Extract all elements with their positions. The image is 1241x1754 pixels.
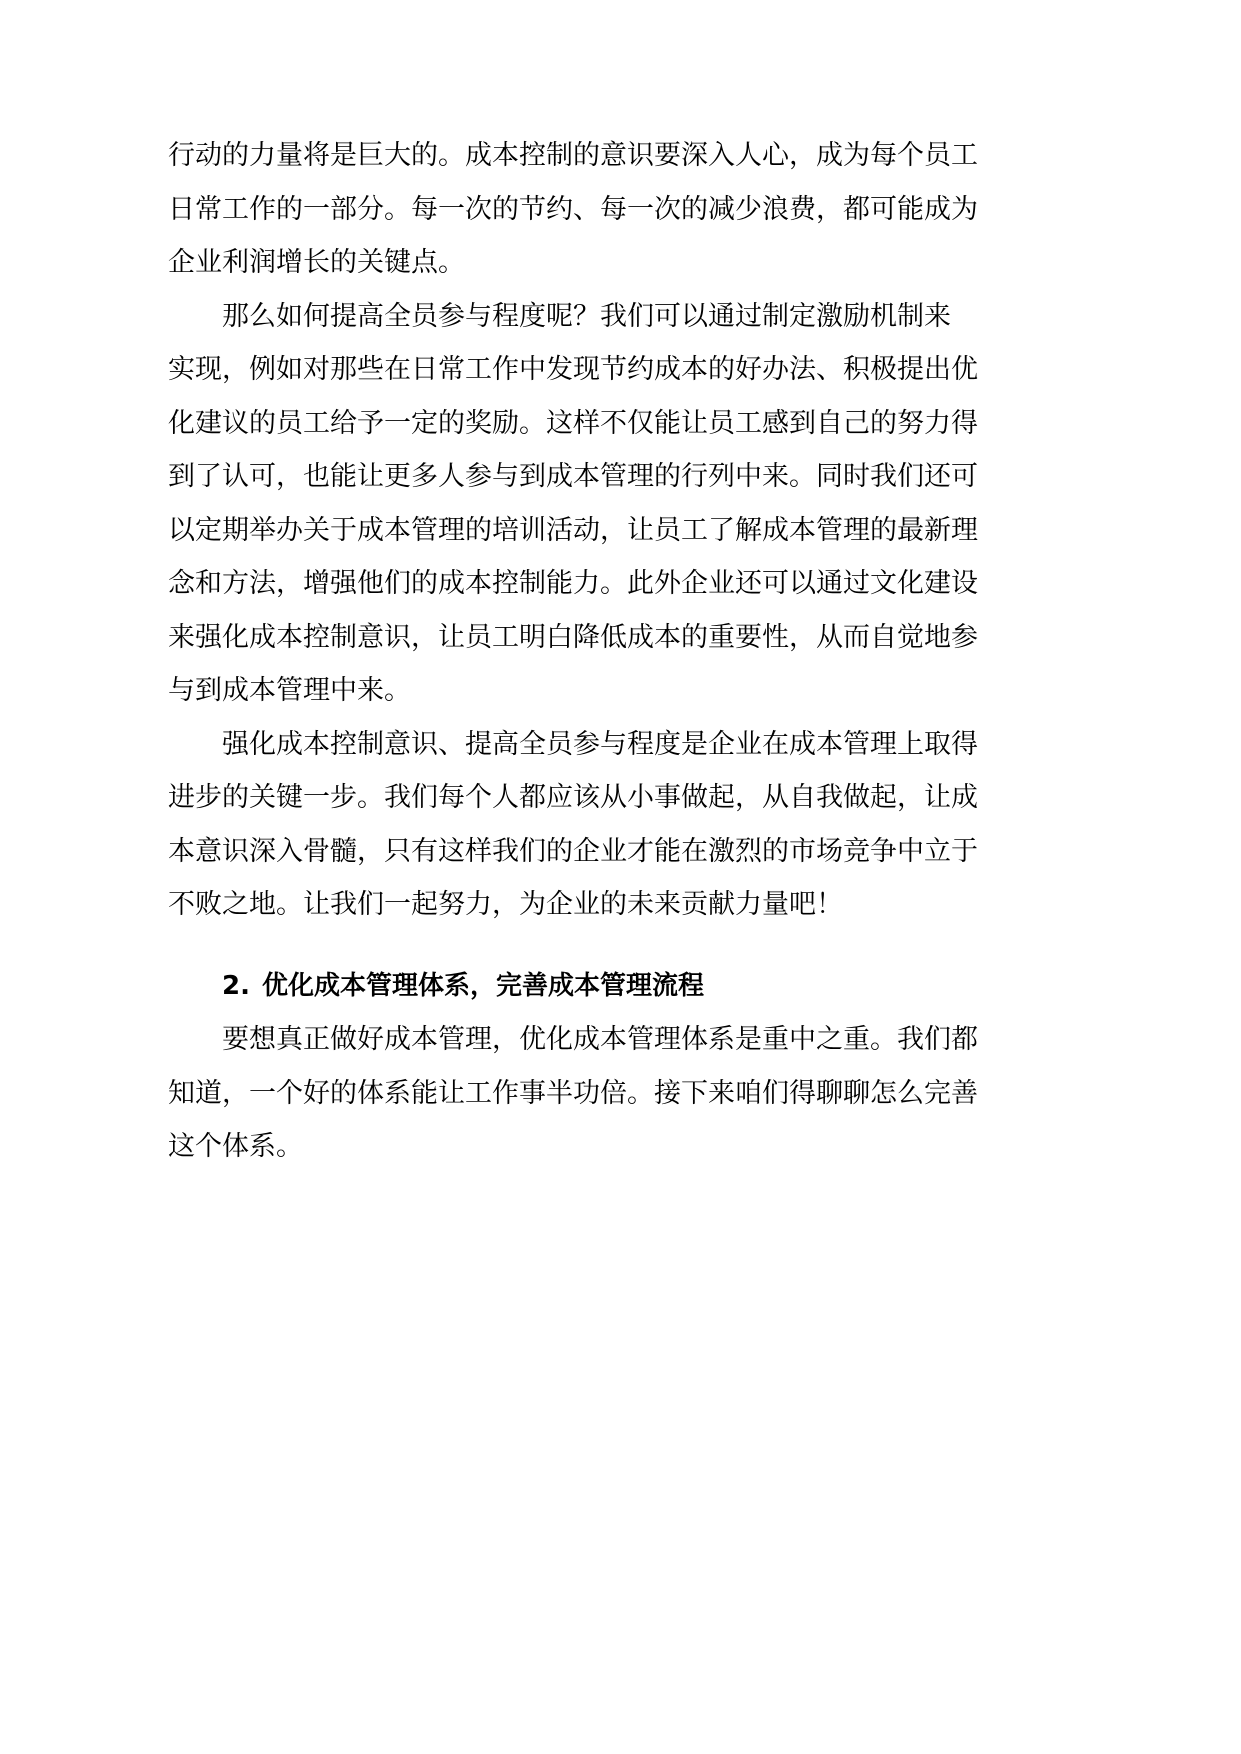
text-line: 日常工作的一部分。每一次的节约、每一次的减少浪费，都可能成为 (168, 193, 978, 225)
text-line: 念和方法，增强他们的成本控制能力。此外企业还可以通过文化建设 (168, 568, 978, 599)
section-heading (168, 960, 943, 1014)
text-line: 本意识深入骨髓，只有这样我们的企业才能在激烈的市场竞争中立于 (168, 835, 978, 867)
text-line: 行动的力量将是巨大的。成本控制的意识要深入人心，成为每个员工 (168, 140, 978, 171)
text-line: 知道，一个好的体系能让工作事半功倍。接下来咱们得聊聊怎么完善 (168, 1077, 978, 1109)
text-line: 要想真正做好成本管理，优化成本管理体系是重中之重。我们都 (222, 1024, 978, 1055)
text-line: 这个体系。 (168, 1131, 303, 1162)
text-line: 来强化成本控制意识，让员工明白降低成本的重要性，从而自觉地参 (168, 621, 978, 653)
section-number: 2. (222, 970, 250, 1001)
text-line: 以定期举办关于成本管理的培训活动，让员工了解成本管理的最新理 (168, 514, 978, 546)
text-line: 到了认可，也能让更多人参与到成本管理的行列中来。同时我们还可 (168, 461, 978, 492)
text-line: 进步的关键一步。我们每个人都应该从小事做起，从自我做起，让成 (168, 782, 978, 813)
text-line: 与到成本管理中来。 (168, 675, 411, 706)
document-body (168, 129, 978, 1174)
text-line: 企业利润增长的关键点。 (168, 247, 465, 278)
section-title: 优化成本管理体系，完善成本管理流程 (261, 970, 704, 1001)
paragraph-1 (168, 129, 978, 290)
paragraph-4 (168, 1013, 978, 1174)
text-line: 化建议的员工给予一定的奖励。这样不仅能让员工感到自己的努力得 (168, 407, 978, 439)
text-line: 实现，例如对那些在日常工作中发现节约成本的好办法、积极提出优 (168, 354, 978, 385)
text-line: 不败之地。让我们一起努力，为企业的未来贡献力量吧！ (168, 889, 843, 920)
paragraph-2 (168, 290, 978, 718)
text-line: 那么如何提高全员参与程度呢？我们可以通过制定激励机制来 (222, 300, 951, 332)
text-line: 强化成本控制意识、提高全员参与程度是企业在成本管理上取得 (222, 728, 978, 760)
paragraph-3 (168, 718, 978, 932)
